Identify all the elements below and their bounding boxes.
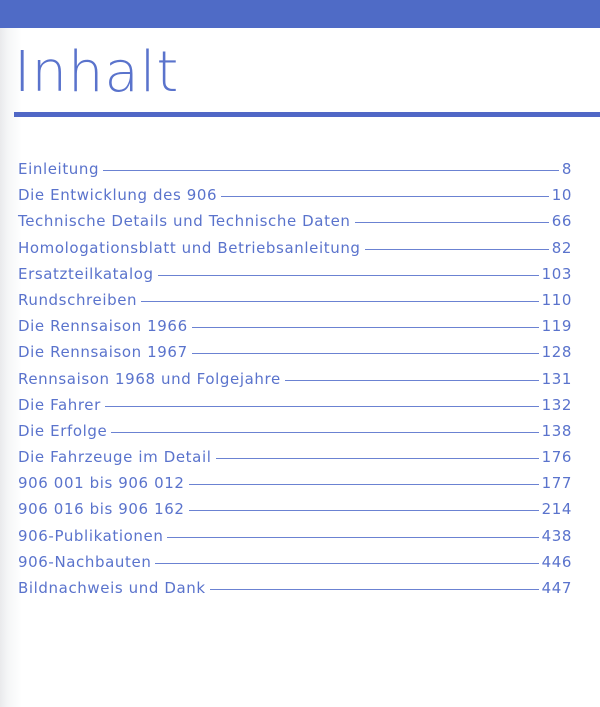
toc-page-number: 131 bbox=[541, 369, 572, 388]
toc-page-number: 128 bbox=[541, 343, 572, 362]
toc-entry[interactable] bbox=[18, 474, 572, 500]
toc-page-number: 438 bbox=[541, 526, 572, 545]
toc-leader-line bbox=[355, 222, 549, 223]
toc-page-number: 66 bbox=[551, 212, 572, 231]
toc-page-number: 82 bbox=[551, 238, 572, 257]
table-of-contents bbox=[18, 160, 572, 605]
toc-entry-title: Die Fahrzeuge im Detail bbox=[18, 448, 212, 467]
toc-page-number: 103 bbox=[541, 264, 572, 283]
toc-leader-line bbox=[158, 275, 539, 276]
toc-page-number: 110 bbox=[541, 290, 572, 309]
toc-leader-line bbox=[189, 510, 539, 511]
header-band bbox=[0, 0, 600, 28]
toc-entry-title: Einleitung bbox=[18, 160, 100, 178]
toc-leader-line bbox=[216, 458, 539, 459]
toc-entry[interactable] bbox=[18, 317, 572, 343]
toc-entry-title: Die Erfolge bbox=[18, 421, 108, 440]
toc-entry-title: Rundschreiben bbox=[18, 290, 138, 309]
toc-entry-title: Die Rennsaison 1967 bbox=[18, 343, 188, 362]
toc-leader-line bbox=[192, 353, 539, 354]
toc-page-number: 8 bbox=[561, 160, 572, 178]
toc-entry-title: 906-Nachbauten bbox=[18, 552, 152, 571]
toc-entry[interactable] bbox=[18, 239, 572, 265]
toc-page-number: 446 bbox=[541, 552, 572, 571]
toc-leader-line bbox=[141, 301, 538, 302]
toc-leader-line bbox=[221, 196, 549, 197]
toc-leader-line bbox=[167, 537, 538, 538]
toc-leader-line bbox=[111, 432, 538, 433]
toc-entry-title: Homologationsblatt und Betriebsanleitung bbox=[18, 238, 361, 257]
toc-entry-title: 906 016 bis 906 162 bbox=[18, 500, 185, 519]
toc-entry-title: 906-Publikationen bbox=[18, 526, 164, 545]
toc-entry[interactable] bbox=[18, 370, 572, 396]
toc-page-number: 214 bbox=[541, 500, 572, 519]
toc-page-number: 138 bbox=[541, 421, 572, 440]
toc-leader-line bbox=[285, 380, 539, 381]
toc-entry[interactable] bbox=[18, 500, 572, 526]
toc-entry[interactable] bbox=[18, 160, 572, 186]
toc-entry-title: Die Rennsaison 1966 bbox=[18, 317, 188, 336]
toc-leader-line bbox=[365, 249, 549, 250]
toc-entry[interactable] bbox=[18, 212, 572, 238]
toc-page-number: 119 bbox=[541, 317, 572, 336]
toc-entry[interactable] bbox=[18, 265, 572, 291]
toc-leader-line bbox=[155, 563, 538, 564]
toc-entry-title: Rennsaison 1968 und Folgejahre bbox=[18, 369, 281, 388]
toc-page-number: 132 bbox=[541, 395, 572, 414]
toc-entry-title: Bildnachweis und Dank bbox=[18, 579, 206, 597]
toc-entry[interactable] bbox=[18, 579, 572, 605]
toc-entry-title: Ersatzteilkatalog bbox=[18, 264, 154, 283]
toc-page-number: 176 bbox=[541, 448, 572, 467]
toc-entry[interactable] bbox=[18, 448, 572, 474]
toc-leader-line bbox=[192, 327, 539, 328]
toc-entry-title: Die Entwicklung des 906 bbox=[18, 186, 218, 205]
toc-entry[interactable] bbox=[18, 396, 572, 422]
toc-entry-title: Technische Details und Technische Daten bbox=[18, 212, 351, 231]
title-rule bbox=[14, 112, 600, 117]
page-title: Inhalt bbox=[14, 40, 180, 105]
toc-entry[interactable] bbox=[18, 527, 572, 553]
toc-entry[interactable] bbox=[18, 186, 572, 212]
toc-entry[interactable] bbox=[18, 553, 572, 579]
toc-entry-title: Die Fahrer bbox=[18, 395, 101, 414]
toc-page-number: 447 bbox=[541, 579, 572, 597]
toc-leader-line bbox=[105, 406, 539, 407]
toc-entry[interactable] bbox=[18, 343, 572, 369]
toc-leader-line bbox=[103, 170, 559, 171]
toc-leader-line bbox=[189, 484, 539, 485]
toc-entry-title: 906 001 bis 906 012 bbox=[18, 474, 185, 493]
toc-page-number: 177 bbox=[541, 474, 572, 493]
toc-entry[interactable] bbox=[18, 422, 572, 448]
toc-entry[interactable] bbox=[18, 291, 572, 317]
toc-leader-line bbox=[210, 589, 539, 590]
toc-page-number: 10 bbox=[551, 186, 572, 205]
